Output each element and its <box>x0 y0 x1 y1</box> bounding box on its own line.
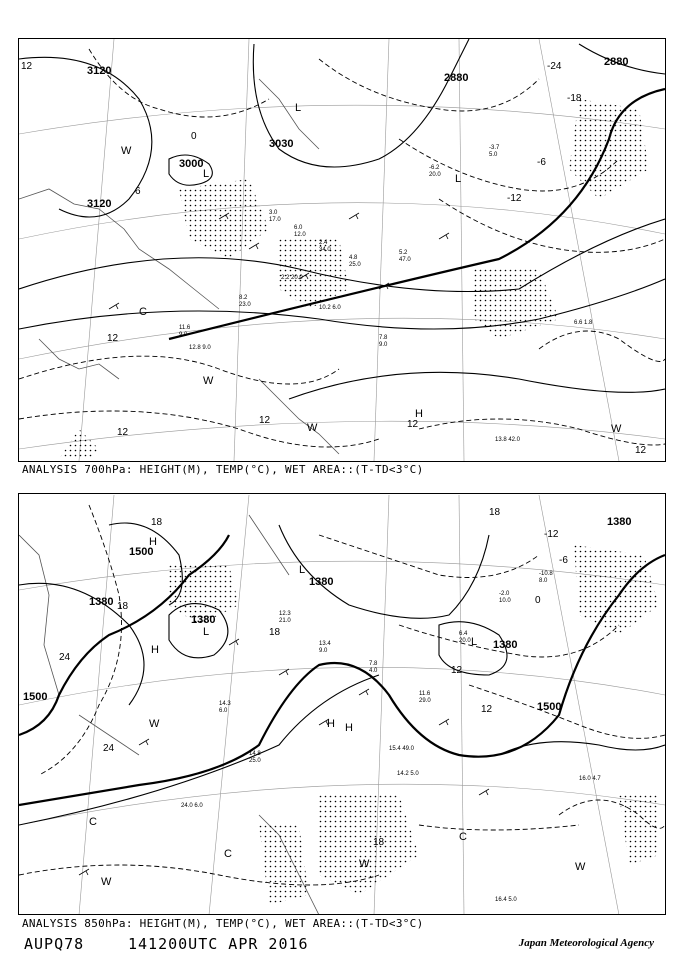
temp-label: 18 <box>489 507 501 518</box>
caption-850hpa: ANALYSIS 850hPa: HEIGHT(M), TEMP(°C), WET AREA::(T-TD<3°C) <box>22 917 424 930</box>
center-symbol: W <box>611 423 622 435</box>
map-panel-700hpa <box>18 38 666 462</box>
valid-time: 141200UTC APR 2016 <box>128 935 309 953</box>
temp-label: 12 <box>451 665 463 676</box>
svg-text:11.6: 11.6 <box>179 325 191 331</box>
height-label: 1500 <box>23 691 48 703</box>
center-symbol: L <box>299 564 306 576</box>
svg-text:9.0: 9.0 <box>319 648 328 654</box>
height-label: 1380 <box>191 614 216 626</box>
height-label: 3120 <box>87 198 112 210</box>
svg-text:20.0: 20.0 <box>429 172 441 178</box>
center-symbol: W <box>101 876 112 888</box>
height-label: 3120 <box>87 65 112 77</box>
height-contours <box>19 523 665 825</box>
temp-label: 24 <box>103 743 115 754</box>
station-sample-0: 16.4 5.0 <box>495 897 517 903</box>
svg-text:11.6: 11.6 <box>419 691 431 697</box>
temp-label: 18 <box>151 517 163 528</box>
temp-label: -12 <box>544 529 559 540</box>
center-symbol: W <box>149 718 160 730</box>
center-symbol: L <box>203 168 210 180</box>
svg-text:-10.8: -10.8 <box>539 571 553 577</box>
height-label: 3000 <box>179 158 204 170</box>
svg-text:14.3: 14.3 <box>219 701 231 707</box>
temp-label: 18 <box>117 601 129 612</box>
station-sample-1: 2.2 20.0 <box>281 275 303 281</box>
center-symbol: W <box>203 375 214 387</box>
temp-label: -12 <box>507 193 522 204</box>
temp-label: 18 <box>373 837 385 848</box>
map-850hpa-chart <box>19 494 665 915</box>
center-symbol: H <box>151 644 159 656</box>
center-symbol: W <box>575 861 586 873</box>
temp-label: 18 <box>269 627 281 638</box>
height-label: 1380 <box>493 639 518 651</box>
temp-label: 12 <box>635 445 647 456</box>
temp-label: 0 <box>191 131 197 142</box>
svg-text:14.8: 14.8 <box>249 751 261 757</box>
svg-text:12.3: 12.3 <box>279 611 291 617</box>
svg-text:25.0: 25.0 <box>249 758 261 764</box>
svg-text:6.4: 6.4 <box>459 631 468 637</box>
svg-text:21.0: 21.0 <box>279 618 291 624</box>
station-sample-3: 12.8 9.0 <box>189 345 211 351</box>
station-sample-2: 14.2 5.0 <box>397 771 419 777</box>
svg-text:13.4: 13.4 <box>319 641 331 647</box>
center-symbol: H <box>149 536 157 548</box>
temp-label: 0 <box>535 595 541 606</box>
agency-name: Japan Meteorological Agency <box>518 937 654 949</box>
temp-label: 12 <box>21 61 33 72</box>
height-label: 1500 <box>537 701 562 713</box>
center-symbol: L <box>295 102 302 114</box>
svg-text:9.0: 9.0 <box>379 342 388 348</box>
svg-text:5.2: 5.2 <box>399 250 408 256</box>
center-symbol: C <box>139 306 147 318</box>
svg-text:23.0: 23.0 <box>239 302 251 308</box>
height-label: 1380 <box>607 516 632 528</box>
svg-text:5.0: 5.0 <box>489 152 498 158</box>
chart-id: AUPQ78 <box>24 935 85 953</box>
center-symbol: C <box>224 848 232 860</box>
svg-text:7.8: 7.8 <box>369 661 378 667</box>
center-symbol: C <box>459 831 467 843</box>
wet-area <box>169 545 659 905</box>
svg-text:-3.7: -3.7 <box>489 145 500 151</box>
height-label: 1500 <box>129 546 154 558</box>
center-symbol: H <box>415 408 423 420</box>
temp-label: -18 <box>567 93 582 104</box>
height-label: 2880 <box>444 72 469 84</box>
temp-label: 12 <box>407 419 419 430</box>
svg-text:47.0: 47.0 <box>399 257 411 263</box>
svg-text:34.0: 34.0 <box>319 247 331 253</box>
svg-text:10.0: 10.0 <box>499 598 511 604</box>
svg-text:-6.2: -6.2 <box>429 165 440 171</box>
svg-text:29.0: 29.0 <box>419 698 431 704</box>
center-symbol: W <box>359 858 370 870</box>
center-symbol: W <box>307 422 318 434</box>
station-sample-3: 24.0 6.0 <box>181 803 203 809</box>
svg-text:2.4: 2.4 <box>319 240 328 246</box>
height-label: 1380 <box>89 596 114 608</box>
temp-label: -24 <box>547 61 562 72</box>
svg-text:20.0: 20.0 <box>459 638 471 644</box>
center-symbol: W <box>121 145 132 157</box>
center-symbol: L <box>203 626 210 638</box>
svg-text:17.0: 17.0 <box>269 217 281 223</box>
temp-label: 12 <box>117 427 129 438</box>
center-symbol: L <box>471 636 478 648</box>
station-sample-4: 6.6 1.8 <box>574 320 593 326</box>
height-label: 3030 <box>269 138 294 150</box>
svg-text:9.0: 9.0 <box>179 332 188 338</box>
station-sample-2: 10.2 6.0 <box>319 305 341 311</box>
center-symbol: C <box>89 816 97 828</box>
svg-text:3.0: 3.0 <box>269 210 278 216</box>
svg-text:8.0: 8.0 <box>539 578 548 584</box>
temp-label: 24 <box>59 652 71 663</box>
svg-text:12.0: 12.0 <box>294 232 306 238</box>
map-panel-850hpa <box>18 493 666 915</box>
svg-text:25.0: 25.0 <box>349 262 361 268</box>
station-sample-4: 16.0 4.7 <box>579 776 601 782</box>
height-label: 2880 <box>604 56 629 68</box>
svg-text:-2.0: -2.0 <box>499 591 510 597</box>
center-symbol: L <box>455 173 462 185</box>
temp-label: 12 <box>107 333 119 344</box>
temp-label: 12 <box>481 704 493 715</box>
svg-text:6.0: 6.0 <box>294 225 303 231</box>
temp-label: 12 <box>259 415 271 426</box>
map-700hpa-chart <box>19 39 665 461</box>
station-sample-1: 15.4 49.0 <box>389 746 415 752</box>
station-sample-0: 13.8 42.0 <box>495 437 521 443</box>
svg-text:4.8: 4.8 <box>349 255 358 261</box>
svg-text:8.2: 8.2 <box>239 295 248 301</box>
center-symbol: H <box>345 722 353 734</box>
temp-label: 6 <box>135 186 141 197</box>
svg-text:7.8: 7.8 <box>379 335 388 341</box>
center-symbol: H <box>327 718 335 730</box>
temp-label: -6 <box>559 555 568 566</box>
svg-text:4.0: 4.0 <box>369 668 378 674</box>
temp-label: -6 <box>537 157 546 168</box>
caption-700hpa: ANALYSIS 700hPa: HEIGHT(M), TEMP(°C), WET AREA::(T-TD<3°C) <box>22 463 424 476</box>
height-label: 1380 <box>309 576 334 588</box>
svg-text:6.0: 6.0 <box>219 708 228 714</box>
